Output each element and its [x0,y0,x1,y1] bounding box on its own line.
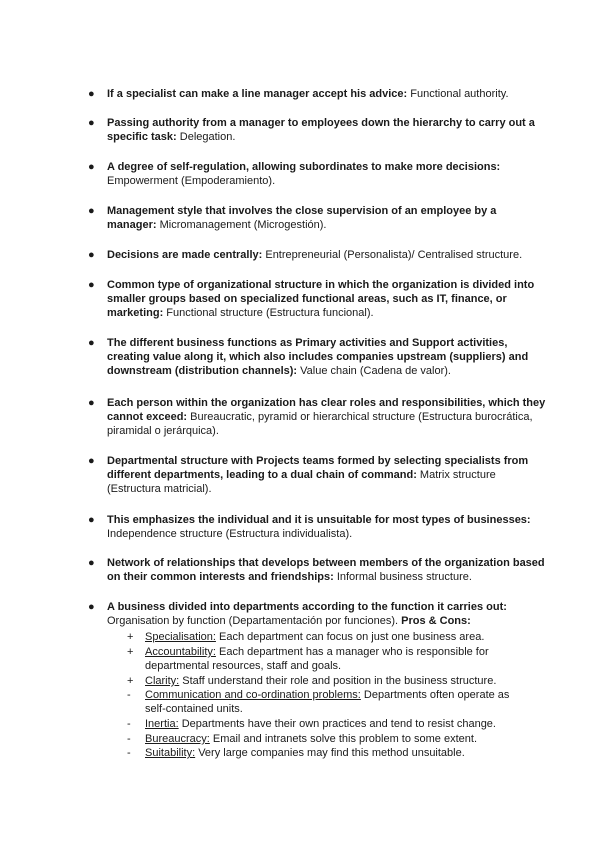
bullet-icon: ● [88,88,95,100]
sign-marker: - [127,733,131,745]
list-item-text: Network of relationships that develops between members of the organization based on their common interests and friendships: Informal business structure. [107,557,545,584]
sign-marker: - [127,689,131,701]
pros-cons-text: Bureaucracy: Email and intranets solve this problem to some extent. [145,733,477,745]
pros-cons-text: Inertia: Departments have their own practices and tend to resist change. [145,718,496,730]
pros-cons-text: Suitability: Very large companies may find this method unsuitable. [145,747,465,759]
bullet-icon: ● [88,161,95,173]
list-item-text: A business divided into departments according to the function it carries out: Organisation by function (Departamentación por funciones). Pros & Cons: [107,601,507,628]
bullet-icon: ● [88,557,95,569]
list-item-text: Each person within the organization has clear roles and responsibilities, which they cannot exceed: Bureaucratic, pyramid or hierarchical structure (Estructura burocrática, piramidal o jerárquica). [107,397,546,438]
list-item-text: If a specialist can make a line manager accept his advice: Functional authority. [107,88,509,100]
list-item-text: Management style that involves the close supervision of an employee by a manager: Micromanagement (Microgestión). [107,205,497,232]
list-item-text: A degree of self-regulation, allowing subordinates to make more decisions: Empowerment (Empoderamiento). [107,161,501,188]
sign-marker: + [127,675,134,687]
pros-cons-text: Communication and co-ordination problems: Departments often operate as self-contained units. [145,689,510,716]
pros-cons-text: Clarity: Staff understand their role and position in the business structure. [145,675,497,687]
bullet-icon: ● [88,117,95,129]
bullet-icon: ● [88,249,95,261]
list-item-text: Decisions are made centrally: Entrepreneurial (Personalista)/ Centralised structure. [107,249,523,261]
bullet-icon: ● [88,601,95,613]
pros-cons-text: Accountability: Each department has a manager who is responsible for departmental resources, staff and goals. [145,646,489,673]
list-item-text: The different business functions as Primary activities and Support activities, creating value along it, which also includes companies upstream (suppliers) and downstream (distribution channels): Value chain (Cadena de valor). [107,337,529,378]
bullet-icon: ● [88,397,95,409]
bullet-icon: ● [88,279,95,291]
list-item-text: Common type of organizational structure in which the organization is divided into smaller groups based on specialized functional areas, such as IT, finance, or marketing: Functional structure (Estructura funcional). [107,279,535,320]
list-item-text: This emphasizes the individual and it is unsuitable for most types of businesses: Independence structure (Estructura individualista). [107,514,531,541]
sign-marker: + [127,646,134,658]
bullet-icon: ● [88,205,95,217]
sign-marker: - [127,747,131,759]
list-item-text: Departmental structure with Projects teams formed by selecting specialists from different departments, leading to a dual chain of command: Matrix structure (Estructura matricial). [107,455,529,496]
bullet-icon: ● [88,337,95,349]
sign-marker: + [127,631,134,643]
bullet-icon: ● [88,514,95,526]
pros-cons-text: Specialisation: Each department can focus on just one business area. [145,631,485,643]
bullet-icon: ● [88,455,95,467]
sign-marker: - [127,718,131,730]
list-item-text: Passing authority from a manager to employees down the hierarchy to carry out a specific task: Delegation. [107,117,535,144]
